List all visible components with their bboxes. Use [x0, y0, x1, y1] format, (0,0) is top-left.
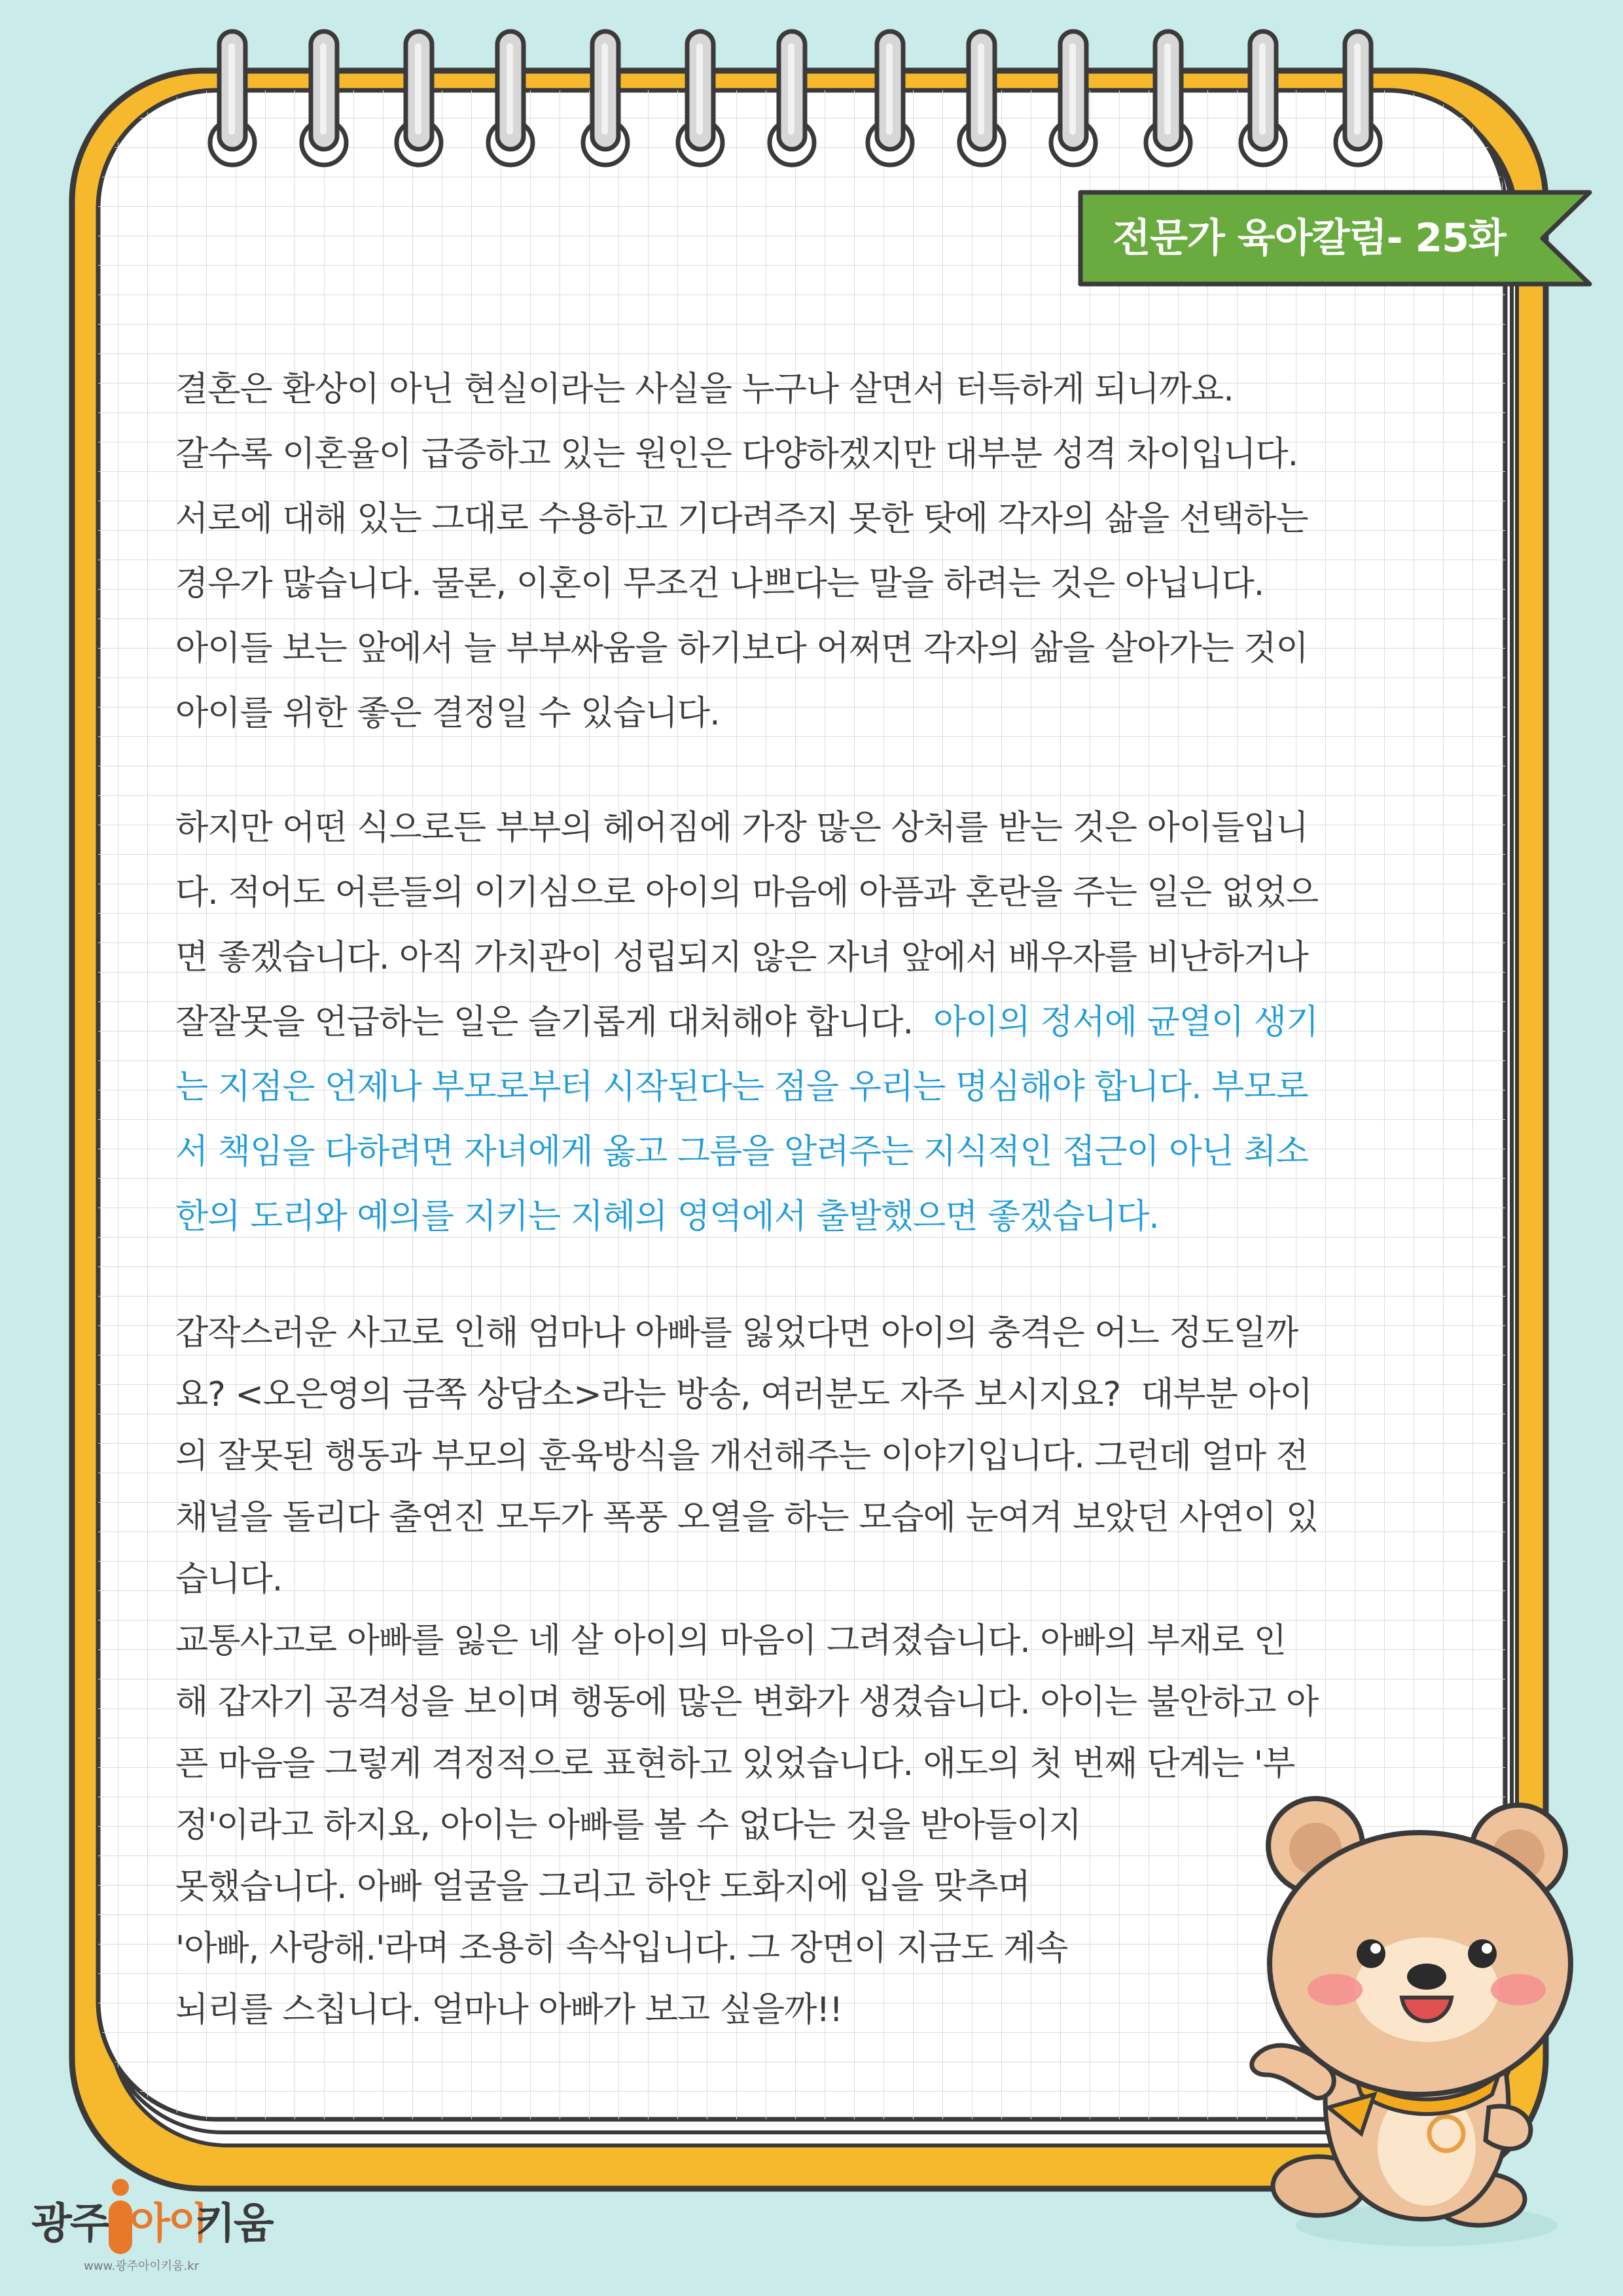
body-text: 결혼은 환상이 아닌 현실이라는 사실을 누구나 살면서 터득하게 되니까요.	[175, 370, 1234, 409]
body-text: 해 갑자기 공격성을 보이며 행동에 많은 변화가 생겼습니다. 아이는 불안하고 아	[175, 1683, 1319, 1722]
paragraph-1	[175, 357, 1458, 746]
body-text: 정'이라고 하지요, 아이는 아빠를 볼 수 없다는 것을 받아들이지	[175, 1806, 1081, 1845]
body-text: 요? <오은영의 금쪽 상담소>라는 방송, 여러분도 자주 보시지요? 대부분 아이	[175, 1375, 1312, 1414]
body-text: 면 좋겠습니다. 아직 가치관이 성립되지 않은 자녀 앞에서 배우자를 비난하거나	[175, 938, 1308, 977]
logo-text-kium: 키움	[195, 2200, 272, 2248]
text-line	[175, 1672, 1458, 1733]
logo-url: www.광주아이키움.kr	[84, 2259, 200, 2273]
text-line	[175, 422, 1458, 487]
text-line	[175, 617, 1458, 681]
highlighted-text: 서 책임을 다하려면 자녀에게 옳고 그름을 알려주는 지식적인 접근이 아닌 최소	[175, 1132, 1308, 1172]
gwangju-ai-kium-logo	[26, 2172, 275, 2276]
body-text: 교통사고로 아빠를 잃은 네 살 아이의 마음이 그려졌습니다. 아빠의 부재로 인	[175, 1621, 1287, 1660]
text-line	[175, 1549, 1458, 1610]
quokka-mascot-illustration	[1230, 1767, 1584, 2251]
body-text: 뇌리를 스칩니다. 얼마나 아빠가 보고 싶을까!!	[175, 1990, 843, 2030]
highlighted-text: 는 지점은 언제나 부모로부터 시작된다는 점을 우리는 명심해야 합니다. 부모로	[175, 1067, 1308, 1107]
body-text: 다. 적어도 어른들의 이기심으로 아이의 마음에 아픔과 혼란을 주는 일은 없었으	[175, 873, 1319, 912]
text-line	[175, 925, 1458, 990]
body-text: 갑작스러운 사고로 인해 엄마나 아빠를 잃었다면 아이의 충격은 어느 정도일까	[175, 1314, 1298, 1353]
logo-text-gwangju: 광주	[31, 2200, 109, 2248]
text-line	[175, 681, 1458, 746]
paragraph-2	[175, 796, 1458, 1249]
text-line	[175, 1610, 1458, 1672]
text-line	[175, 861, 1458, 925]
body-text: '아빠, 사랑해.'라며 조용히 속삭입니다. 그 장면이 지금도 계속	[175, 1929, 1068, 1968]
body-text: 습니다.	[175, 1560, 283, 1599]
text-line	[175, 1426, 1458, 1487]
text-line	[175, 1302, 1458, 1364]
body-text: 잘잘못을 언급하는 일은 슬기롭게 대처해야 합니다.	[175, 1003, 934, 1042]
text-line	[175, 1487, 1458, 1549]
body-text: 갈수록 이혼율이 급증하고 있는 원인은 다양하겠지만 대부분 성격 차이입니다.	[175, 435, 1298, 474]
highlighted-text: 아이의 정서에 균열이 생기	[933, 1003, 1319, 1042]
body-text: 못했습니다. 아빠 얼굴을 그리고 하얀 도화지에 입을 맞추며	[175, 1867, 1030, 1907]
body-text: 경우가 많습니다. 물론, 이혼이 무조건 나쁘다는 말을 하려는 것은 아닙니다.	[175, 564, 1264, 603]
body-text: 채널을 돌리다 출연진 모두가 폭풍 오열을 하는 모습에 눈여겨 보았던 사연이 있	[175, 1498, 1319, 1537]
text-line	[175, 990, 1458, 1055]
text-line	[175, 1364, 1458, 1426]
column-title: 전문가 육아칼럼- 25화	[1113, 215, 1506, 261]
text-line	[175, 1055, 1458, 1120]
highlighted-text: 한의 도리와 예의를 지키는 지혜의 영역에서 출발했으면 좋겠습니다.	[175, 1197, 1159, 1236]
text-line	[175, 487, 1458, 552]
text-line	[175, 1120, 1458, 1185]
body-text: 하지만 어떤 식으로든 부부의 헤어짐에 가장 많은 상처를 받는 것은 아이들입니	[175, 808, 1308, 848]
text-line	[175, 357, 1458, 422]
body-text: 픈 마음을 그렇게 격정적으로 표현하고 있었습니다. 애도의 첫 번째 단계는 '부	[175, 1744, 1295, 1784]
body-text: 아이들 보는 앞에서 늘 부부싸움을 하기보다 어쩌면 각자의 삶을 살아가는 것이	[175, 629, 1308, 668]
body-text: 아이를 위한 좋은 결정일 수 있습니다.	[175, 694, 720, 733]
logo-text-ai: 아이	[130, 2200, 207, 2248]
text-line	[175, 552, 1458, 617]
body-text: 의 잘못된 행동과 부모의 훈육방식을 개선해주는 이야기입니다. 그런데 얼마 전	[175, 1437, 1308, 1476]
text-line	[175, 1185, 1458, 1249]
body-text: 서로에 대해 있는 그대로 수용하고 기다려주지 못한 탓에 각자의 삶을 선택하는	[175, 499, 1308, 539]
text-line	[175, 796, 1458, 861]
